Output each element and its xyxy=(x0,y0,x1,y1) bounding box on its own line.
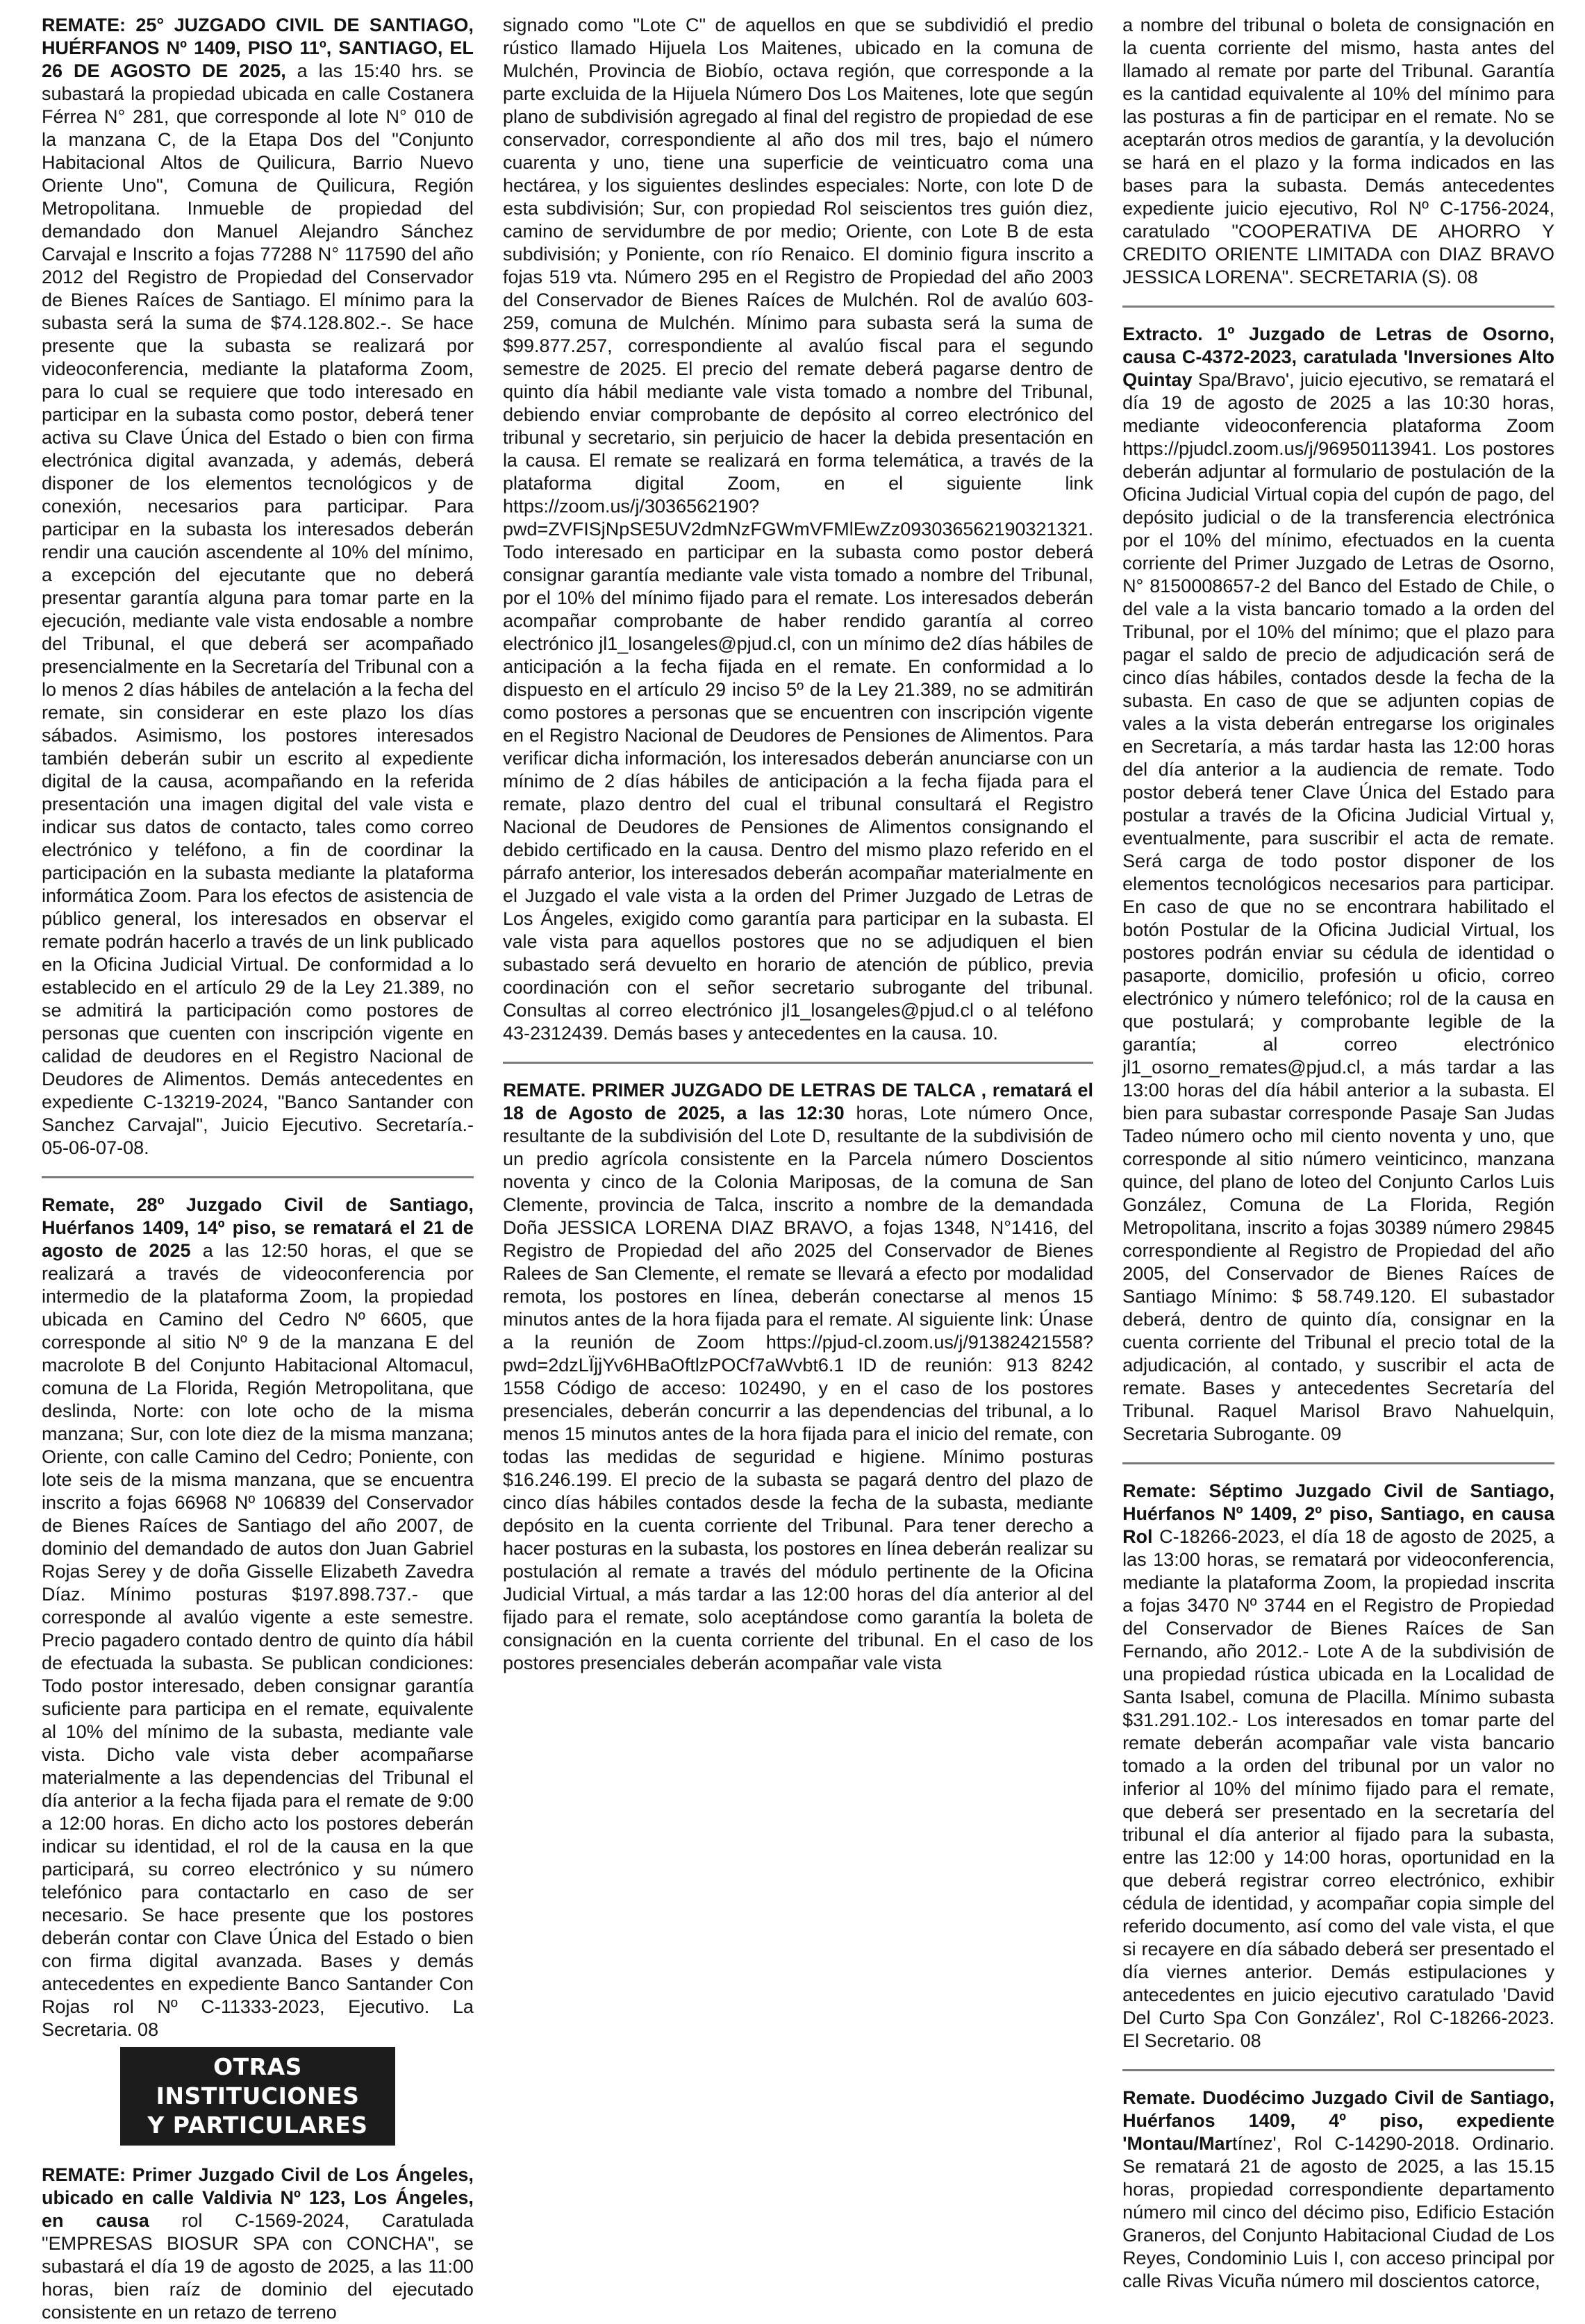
notice-body: signado como "Lote C" de aquellos en que se subdividió el predio rústico llamado Hijuela Los Maitenes, ubicado en la comuna de Mulchén, Provincia de Biobío, octava región, que corresponde a la parte excluida de la Hijuela Número Dos Los Maitenes, lote que según plano de subdivisión agregado al final del registro de propiedad de ese conservador, correspondiente al año dos mil tres, bajo el número cuarenta y uno, tiene una superficie de veinticuatro coma una hectárea, y los siguientes deslindes especiales: Norte, con lote D de esta subdivisión; Sur, con propiedad Rol seiscientos tres guión diez, camino de servidumbre de por medio; Oriente, con Lote B de esta subdivisión; y Poniente, con río Renaico. El dominio figura inscrito a fojas 519 vta. Número 295 en el Registro de Propiedad del año 2003 del Conservador de Bienes Raíces de Mulchén. Rol de avalúo 603-259, comuna de Mulchén. Mínimo para subasta será la suma de $99.877.257, correspondiente al avalúo fiscal para el segundo semestre de 2025. El precio del remate deberá pagarse dentro de quinto día hábil mediante vale vista tomado a nombre del Tribunal, debiendo enviar comprobante de depósito al correo electrónico del tribunal y secretario, sin perjuicio de hacer la debida presentación en la causa. El remate se realizará en forma telemática, a través de la plataforma digital Zoom, en el siguiente link https://zoom.us/j/3036562190?pwd=ZVFISjNpSE5UV2dmNzFGWmVFMlEwZz093036562190321321. Todo interesado en participar en la subasta como postor deberá consignar garantía mediante vale vista tomado a nombre del Tribunal, por el 10% del mínimo fijado para el remate. Los interesados deberán acompañar comprobante de haber rendido garantía al correo electrónico jl1_losangeles@pjud.cl, con un mínimo de2 días hábiles de anticipación a la fecha fijada en el remate. En conformidad a lo dispuesto en el artículo 29 inciso 5º de la Ley 21.389, no se admitirán como postores a personas que se encuentren con inscripción vigente en el Registro Nacional de Deudores de Pensiones de Alimentos. Para verificar dicha información, los interesados deberán anunciarse con un mínimo de 2 días hábiles de anticipación a la fecha fijada para el remate, plazo dentro del cual el tribunal consultará el Registro Nacional de Deudores de Pensiones de Alimentos consignando el debido certificado en la causa. Dentro del mismo plazo referido en el párrafo anterior, los interesados deberán acompañar materialmente en el Juzgado el vale vista a la orden del Primer Juzgado de Letras de Los Ángeles, exigido como garantía para participar en la subasta. El vale vista para aquellos postores que no se adjudiquen el bien subastado será devuelto en horario de atención de público, previa coordinación con el señor secretario subrogante del tribunal. Consultas al correo electrónico jl1_losangeles@pjud.cl o al teléfono 43-2312439. Demás bases y antecedentes en la causa. 10. xyxy=(502,15,1094,1044)
notice-remate-25-juzgado xyxy=(42,14,474,1160)
column-3 xyxy=(1122,14,1554,2324)
notice-remate-los-angeles-continued xyxy=(503,14,1093,1045)
notice-extracto-osorno xyxy=(1122,323,1554,1446)
notice-body: C-18266-2023, el día 18 de agosto de 2025, a las 13:00 horas, se rematará por videoconferencia, mediante la plataforma Zoom, la propiedad inscrita a fojas 3470 Nº 3744 en el Registro de Propiedad del Conservador de Bienes Raíces de San Fernando, año 2012.- Lote A de la subdivisión de una propiedad rústica ubicada en la Localidad de Santa Isabel, comuna de Placilla. Mínimo subasta $31.291.102.- Los interesados en tomar parte del remate deberán acompañar vale vista bancario tomado a la orden del tribunal por un valor no inferior al 10% del mínimo fijado para el remate, que deberá ser presentado en la secretaría del tribunal el día anterior al fijado para la subasta, entre las 12:00 y 14:00 horas, oportunidad en la que deberá registrar correo electrónico, exhibir cédula de identidad, y acompañar copia simple del referido documento, así como del vale vista, el que si recayere en día sábado deberá ser presentado el día viernes anterior. Demás estipulaciones y antecedentes en juicio ejecutivo caratulado 'David Del Curto Spa Con González', Rol C-18266-2023. El Secretario. 08 xyxy=(1122,1526,1554,2051)
notice-body: tínez', Rol C-14290-2018. Ordinario. Se rematará 21 de agosto de 2025, a las 15.15 horas, propiedad correspondiente departamento número mil cinco del décimo piso, Edificio Estación Graneros, del Conjunto Habitacional Ciudad de Los Reyes, Condominio Luis I, con acceso principal por calle Rivas Vicuña número mil doscientos catorce, xyxy=(1122,2133,1554,2291)
divider xyxy=(42,1176,474,1178)
notice-body: a nombre del tribunal o boleta de consignación en la cuenta corriente del mismo, hasta antes del llamado al remate por parte del Tribunal. Garantía es la cantidad equivalente al 10% del mínimo para las posturas a fin de participar en el remate. No se aceptarán otros medios de garantía, y la devolución se hará en el plazo y la forma indicados en las bases para la subasta. Demás antecedentes expediente juicio ejecutivo, Rol Nº C-1756-2024, caratulado "COOPERATIVA DE AHORRO Y CREDITO ORIENTE LIMITADA con DIAZ BRAVO JESSICA LORENA". SECRETARIA (S). 08 xyxy=(1122,15,1554,287)
notice-heading: Remate: Séptimo Juzgado Civil de Santiago, Huérfanos Nº 1409, 2º piso, Santiago, en causa Rol xyxy=(1122,1480,1554,1547)
notice-remate-los-angeles xyxy=(42,2164,474,2324)
notice-remate-septimo-juzgado xyxy=(1122,1480,1554,2053)
notice-heading: REMATE: Primer Juzgado Civil de Los Ángeles, ubicado en calle Valdivia Nº 123, Los Ángeles, en causa xyxy=(42,2164,474,2231)
column-1 xyxy=(42,14,474,2324)
notice-remate-duodecimo-juzgado xyxy=(1122,2087,1554,2293)
notice-heading: Remate, 28º Juzgado Civil de Santiago, Huérfanos 1409, 14º piso, se rematará el 21 de agosto de 2025 xyxy=(42,1194,474,1261)
notice-body: a las 12:50 horas, el que se realizará a través de videoconferencia por intermedio de la plataforma Zoom, la propiedad ubicada en Camino del Cedro Nº 6605, que corresponde al sitio Nº 9 de la manzana E del macrolote B del Conjunto Habitacional Altomacul, comuna de La Florida, Región Metropolitana, que deslinda, Norte: con lote ocho de la misma manzana; Sur, con lote diez de la misma manzana; Oriente, con calle Camino del Cedro; Poniente, con lote seis de la misma manzana, que se encuentra inscrito a fojas 66968 Nº 106839 del Conservador de Bienes Raíces de Santiago del año 2007, de dominio del demandado de autos don Juan Gabriel Rojas Serey y de doña Gisselle Elizabeth Zavedra Díaz. Mínimo posturas $197.898.737.- que corresponde al avalúo vigente a este semestre. Precio pagadero contado dentro de quinto día hábil de efectuada la subasta. Se publican condiciones: Todo postor interesado, deben consignar garantía suficiente para participa en el remate, equivalente al 10% del mínimo de la subasta, mediante vale vista. Dicho vale vista deber acompañarse materialmente a las dependencias del Tribunal el día anterior a la fecha fijada para el remate de 9:00 a 12:00 horas. En dicho acto los postores deberán indicar su identidad, el rol de la causa en la que participará, su correo electrónico y su número telefónico para contactarlo en caso de ser necesario. Se hace presente que los postores deberán contar con Clave Única del Estado o bien con firma digital avanzada. Bases y demás antecedentes en expediente Banco Santander Con Rojas rol Nº C-11333-2023, Ejecutivo. La Secretaria. 08 xyxy=(42,1240,474,2040)
divider xyxy=(1122,306,1554,308)
notice-body: a las 15:40 hrs. se subastará la propiedad ubicada en calle Costanera Férrea N° 281, que corresponde al lote N° 010 de la manzana C, de la Etapa Dos del "Conjunto Habitacional Altos de Quilicura, Barrio Nuevo Oriente Uno", Comuna de Quilicura, Región Metropolitana. Inmueble de propiedad del demandado don Manuel Alejandro Sánchez Carvajal e Inscrito a fojas 77288 N° 117590 del año 2012 del Registro de Propiedad del Conservador de Bienes Raíces de Santiago. El mínimo para la subasta será la suma de $74.128.802.-. Se hace presente que la subasta se realizará por videoconferencia, mediante la plataforma Zoom, para lo cual se requiere que todo interesado en participar en la subasta como postor, deberá tener activa su Clave Única del Estado o bien con firma electrónica digital avanzada, y además, deberá disponer de los elementos tecnológicos y de conexión, necesarios para participar. Para participar en la subasta los interesados deberán rendir una caución ascendente al 10% del mínimo, a excepción del ejecutante que no deberá presentar garantía alguna para tomar parte en la ejecución, mediante vale vista endosable a nombre del Tribunal, el que deberá ser acompañado presencialmente en la Secretaría del Tribunal con a lo menos 2 días hábiles de antelación a la fecha del remate, sin considerar en este plazo los días sábados. Asimismo, los postores interesados también deberán subir un escrito al expediente digital de la causa, acompañando en la referida presentación una imagen digital del vale vista e indicar sus datos de contacto, tales como correo electrónico y teléfono, a fin de coordinar la participación en la subasta mediante la plataforma informática Zoom. Para los efectos de asistencia de público general, los interesados en observar el remate podrán hacerlo a través de un link publicado en la Oficina Judicial Virtual. De conformidad a lo establecido en el artículo 29 de la Ley 21.389, no se admitirá la participación como postores de personas que cuenten con inscripción vigente en calidad de deudores en el Registro Nacional de Deudores de Alimentos. Demás antecedentes en expediente C-13219-2024, "Banco Santander con Sanchez Carvajal", Juicio Ejecutivo. Secretaría.- 05-06-07-08. xyxy=(42,60,474,1158)
notice-body: horas, Lote número Once, resultante de la subdivisión del Lote D, resultante de la subdivisión de un predio agrícola consistente en la Parcela número Doscientos noventa y cinco de la Colonia Mariposas, de la comuna de San Clemente, provincia de Talca, inscrito a nombre de la demandada Doña JESSICA LORENA DIAZ BRAVO, a fojas 1348, N°1416, del Registro de Propiedad del año 2025 del Conservador de Bienes Ralees de San Clemente, el remate se llevará a efecto por modalidad remota, los postores en línea, deberán conectarse al menos 15 minutos antes de la hora fijada para el remate. Al siguiente link: Únase a la reunión de Zoom https://pjud-cl.zoom.us/j/91382421558?pwd=2dzLÏjjYv6HBaOftlzPOCf7aWvbt6.1 ID de reunión: 913 8242 1558 Código de acceso: 102490, y en el caso de los postores presenciales, deberán concurrir a las dependencias del tribunal, a lo menos 15 minutos antes de la hora fijada para el inicio del remate, con todas las medidas de seguridad e higiene. Mínimo posturas $16.246.199. El precio de la subasta se pagará dentro del plazo de cinco días hábiles contados desde la fecha de la subasta, mediante depósito en la cuenta corriente del Tribunal. Para tener derecho a hacer posturas en la subasta, los postores en línea deberán realizar su postulación al remate a través del módulo pertinente de la Oficina Judicial Virtual, a más tardar a las 12:00 horas del día anterior al del fijado para el remate, solo aceptándose como garantía la boleta de consignación en la cuenta corriente del tribunal. En el caso de los postores presenciales deberán acompañar vale vista xyxy=(502,1103,1094,1673)
notice-remate-28-juzgado xyxy=(42,1194,474,2041)
notice-heading: REMATE. PRIMER JUZGADO DE LETRAS DE TALCA , rematará el 18 de Agosto de 2025, a las 12:30 xyxy=(502,1080,1094,1123)
notice-heading: Extracto. 1º Juzgado de Letras de Osorno, causa C-4372-2023, caratulada 'Inversiones Alto Quintay xyxy=(1122,324,1554,390)
section-banner-line-2: Y PARTICULARES xyxy=(147,2112,368,2139)
section-banner xyxy=(120,2047,395,2146)
divider xyxy=(1122,2069,1554,2071)
notice-heading: Remate. Duodécimo Juzgado Civil de Santiago, Huérfanos 1409, 4º piso, expediente 'Montau/Mar xyxy=(1122,2087,1554,2154)
notice-heading: REMATE: 25° JUZGADO CIVIL DE SANTIAGO, HUÉRFANOS Nº 1409, PISO 11º, SANTIAGO, EL 26 DE AGOSTO DE 2025, xyxy=(42,15,474,81)
divider xyxy=(503,1062,1093,1064)
notice-remate-talca-continued xyxy=(1122,14,1554,289)
notice-body: Spa/Bravo', juicio ejecutivo, se rematará el día 19 de agosto de 2025 a las 10:30 horas, mediante videoconferencia plataforma Zoom https://pjudcl.zoom.us/j/96950113941. Los postores deberán adjuntar al formulario de postulación de la Oficina Judicial Virtual copia del cupón de pago, del depósito judicial o de la transferencia electrónica por el 10% del mínimo, efectuados en la cuenta corriente del Primer Juzgado de Letras de Osorno, N° 8150008657-2 del Banco del Estado de Chile, o del vale a la vista bancario tomado a la orden del Tribunal, por el 10% del mínimo; que el plazo para pagar el saldo de precio de adjudicación será de cinco días hábiles, contados desde la fecha de la subasta. En caso de que se adjunten copias de vales a la vista deberán entregarse los originales en Secretaría, a más tardar hasta las 12:00 horas del día anterior a la audiencia de remate. Todo postor deberá tener Clave Única del Estado para postular a través de la Oficina Judicial Virtual y, eventualmente, para suscribir el acta de remate. Será carga de todo postor disponer de los elementos tecnológicos necesarios para participar. En caso de que no se encontrara habilitado el botón Postular de la Oficina Judicial Virtual, los postores podrán enviar su cédula de identidad o pasaporte, domicilio, profesión u oficio, correo electrónico y número telefónico; rol de la causa en que postulará; y comprobante legible de la garantía; al correo electrónico jl1_osorno_remates@pjud.cl, a más tardar a las 13:00 horas del día hábil anterior a la subasta. El bien para subastar corresponde Pasaje San Judas Tadeo número ocho mil ciento noventa y uno, que corresponde al sitio número veinticinco, manzana quince, del plano de loteo del Conjunto Carlos Luis González, Comuna de La Florida, Región Metropolitana, inscrito a fojas 30389 número 29845 correspondiente al Registro de Propiedad del año 2005, del Conservador de Bienes Raíces de Santiago Mínimo: $ 58.749.120. El subastador deberá, dentro de quinto día, consignar en la cuenta corriente del Tribunal el precio total de la adjudicación, al contado, y suscribir el acta de remate. Bases y antecedentes Secretaría del Tribunal. Raquel Marisol Bravo Nahuelquin, Secretaria Subrogante. 09 xyxy=(1122,369,1554,1444)
column-2 xyxy=(503,14,1093,2324)
section-banner-line-1: OTRAS INSTITUCIONES xyxy=(156,2053,360,2109)
divider xyxy=(1122,1462,1554,1464)
notice-body: rol C-1569-2024, Caratulada "EMPRESAS BIOSUR SPA con CONCHA", se subastará el día 19 de agosto de 2025, a las 11:00 horas, bien raíz de dominio del ejecutado consistente en un retazo de terreno xyxy=(42,2210,474,2323)
notice-remate-talca xyxy=(503,1079,1093,1675)
